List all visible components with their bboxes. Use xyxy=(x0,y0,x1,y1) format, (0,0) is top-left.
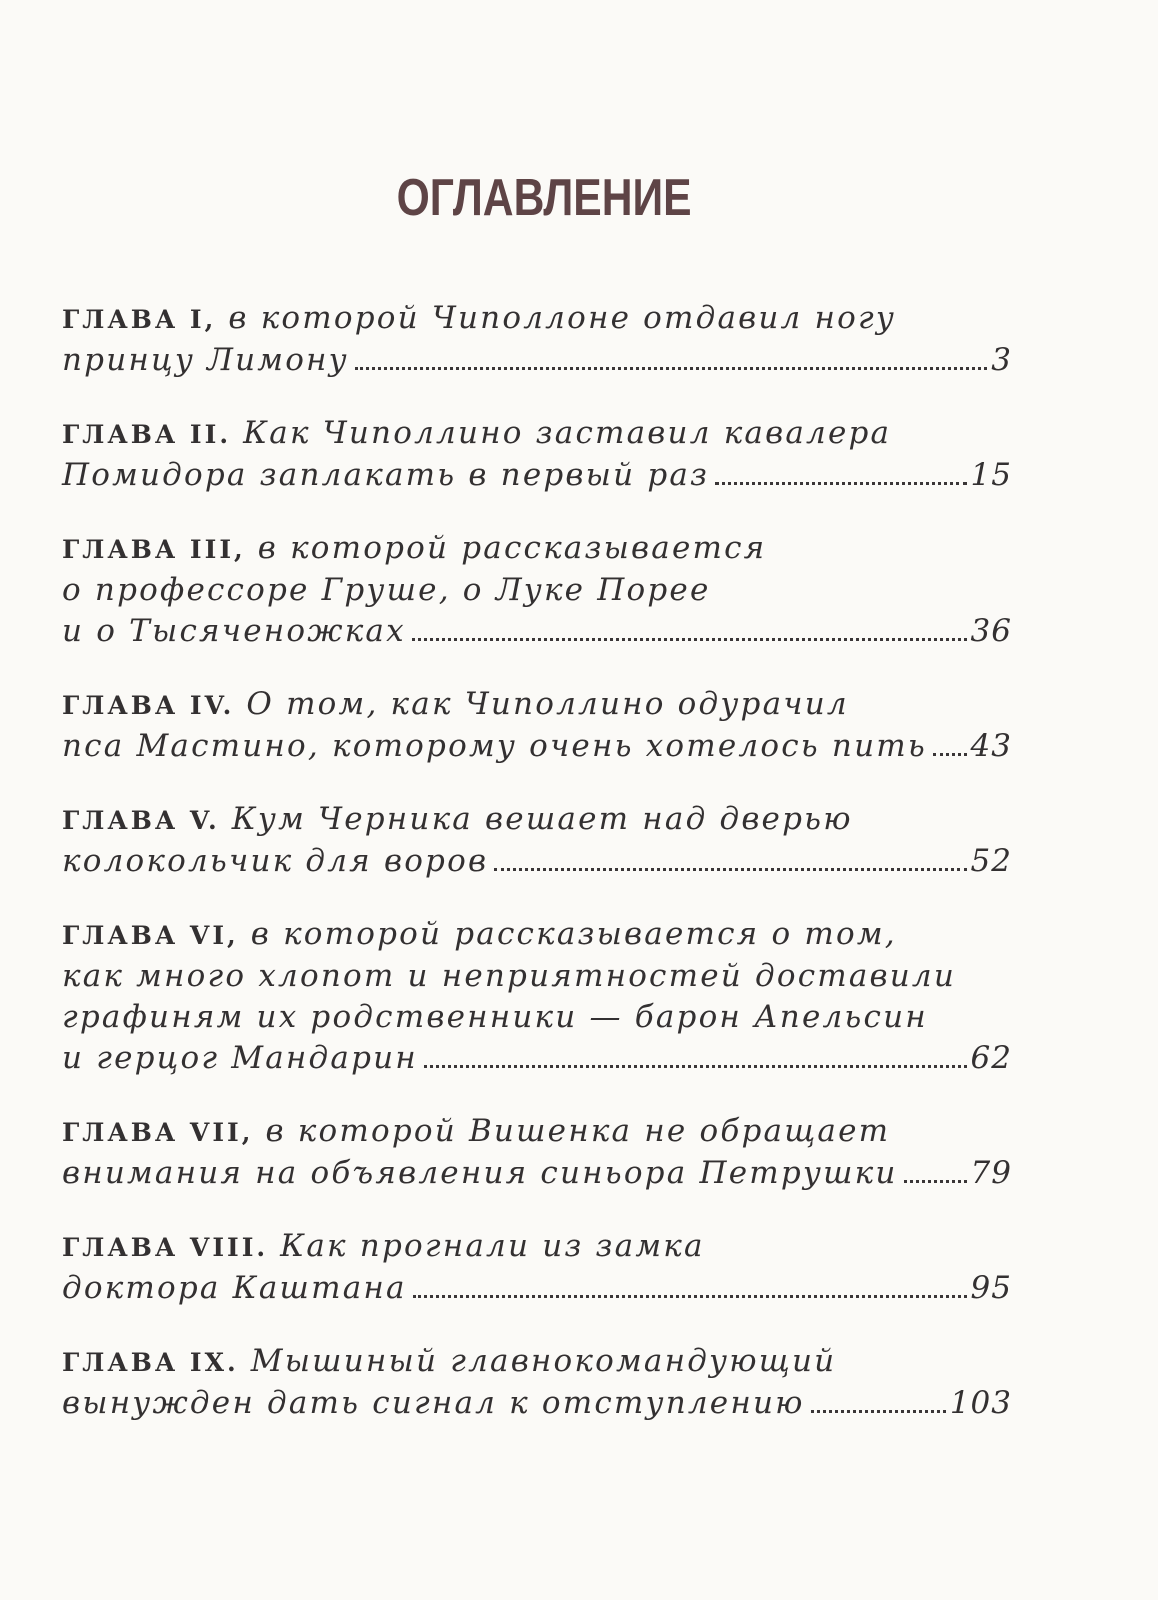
chapter-title: и о Тысяченожках xyxy=(62,613,406,649)
chapter-label: ГЛАВА VIII. xyxy=(62,1233,269,1262)
dot-leader xyxy=(933,752,967,756)
toc-entry-line xyxy=(62,1111,1012,1153)
chapter-label: ГЛАВА II. xyxy=(62,420,232,449)
toc-entry-line xyxy=(62,997,1012,1038)
toc-entry[interactable] xyxy=(62,914,1012,1079)
toc-entry-line xyxy=(62,726,1012,767)
dot-leader xyxy=(811,1409,946,1413)
page-number: 36 xyxy=(970,613,1012,649)
chapter-label: ГЛАВА V. xyxy=(62,806,220,835)
toc-entry-line xyxy=(62,1268,1012,1309)
toc-entry[interactable] xyxy=(62,528,1012,652)
chapter-title: колокольчик для воров xyxy=(62,843,489,879)
toc-entry-line xyxy=(62,413,1012,455)
toc-entry[interactable] xyxy=(62,1341,1012,1424)
page-number: 95 xyxy=(970,1270,1012,1306)
toc-entry-line xyxy=(62,611,1012,652)
toc-entry[interactable] xyxy=(62,413,1012,496)
toc-entry-line xyxy=(62,570,1012,611)
toc-entry-line xyxy=(62,1383,1012,1424)
dot-leader xyxy=(355,366,987,370)
chapter-title: Мышиный главнокомандующий xyxy=(250,1343,837,1379)
toc-entry-line xyxy=(62,1226,1012,1268)
chapter-title: Как Чиполлино заставил кавалера xyxy=(243,415,892,451)
toc-entry-line xyxy=(62,799,1012,841)
page-number: 3 xyxy=(991,342,1012,378)
toc-entry-line xyxy=(62,1038,1012,1079)
dot-leader xyxy=(494,867,966,871)
toc-entry-line xyxy=(62,455,1012,496)
chapter-label: ГЛАВА IV. xyxy=(62,691,235,720)
chapter-label: ГЛАВА VI, xyxy=(62,921,239,950)
chapter-label: ГЛАВА I, xyxy=(62,305,217,334)
toc-entry-line xyxy=(62,340,1012,381)
chapter-title: Помидора заплакать в первый раз xyxy=(62,457,710,493)
chapter-title: в которой Вишенка не обращает xyxy=(265,1113,891,1149)
toc-entry-line xyxy=(62,298,1012,340)
chapter-title: и герцог Мандарин xyxy=(62,1040,418,1076)
chapter-title: графиням их родственники — барон Апельсин xyxy=(62,999,928,1035)
toc-entry-line xyxy=(62,528,1012,570)
dot-leader xyxy=(412,637,967,641)
page-number: 15 xyxy=(970,457,1012,493)
chapter-title: доктора Каштана xyxy=(62,1270,407,1306)
chapter-title: О том, как Чиполлино одурачил xyxy=(246,686,849,722)
toc-entry-line xyxy=(62,1341,1012,1383)
toc-entry[interactable] xyxy=(62,1111,1012,1194)
chapter-title: в которой рассказывается о том, xyxy=(250,916,897,952)
table-of-contents xyxy=(62,298,1012,1456)
page-number: 62 xyxy=(970,1040,1012,1076)
chapter-title: как много хлопот и неприятностей доставили xyxy=(62,958,957,994)
page-number: 43 xyxy=(970,728,1012,764)
toc-entry[interactable] xyxy=(62,1226,1012,1309)
toc-entry[interactable] xyxy=(62,298,1012,381)
toc-entry-line xyxy=(62,914,1012,956)
chapter-title: пса Мастино, которому очень хотелось пить xyxy=(62,728,927,764)
chapter-title: принцу Лимону xyxy=(62,342,349,378)
page-number: 79 xyxy=(970,1155,1012,1191)
toc-entry[interactable] xyxy=(62,684,1012,767)
dot-leader xyxy=(424,1064,967,1068)
dot-leader xyxy=(413,1294,967,1298)
chapter-title: Кум Черника вешает над дверью xyxy=(231,801,853,837)
dot-leader xyxy=(904,1179,967,1183)
chapter-title: вынужден дать сигнал к отступлению xyxy=(62,1385,805,1421)
toc-entry[interactable] xyxy=(62,799,1012,882)
chapter-title: в которой Чиполлоне отдавил ногу xyxy=(228,300,897,336)
page-title: ОГЛАВЛЕНИЕ xyxy=(396,169,692,227)
chapter-title: в которой рассказывается xyxy=(257,530,767,566)
toc-entry-line xyxy=(62,841,1012,882)
toc-entry-line xyxy=(62,1153,1012,1194)
chapter-title: о профессоре Груше, о Луке Порее xyxy=(62,572,711,608)
chapter-title: внимания на объявления синьора Петрушки xyxy=(62,1155,898,1191)
chapter-label: ГЛАВА VII, xyxy=(62,1118,254,1147)
dot-leader xyxy=(715,481,966,485)
chapter-label: ГЛАВА IX. xyxy=(62,1348,239,1377)
page-number: 52 xyxy=(970,843,1012,879)
toc-entry-line xyxy=(62,684,1012,726)
page-number: 103 xyxy=(949,1385,1012,1421)
chapter-label: ГЛАВА III, xyxy=(62,535,246,564)
toc-entry-line xyxy=(62,956,1012,997)
chapter-title: Как прогнали из замка xyxy=(280,1228,705,1264)
